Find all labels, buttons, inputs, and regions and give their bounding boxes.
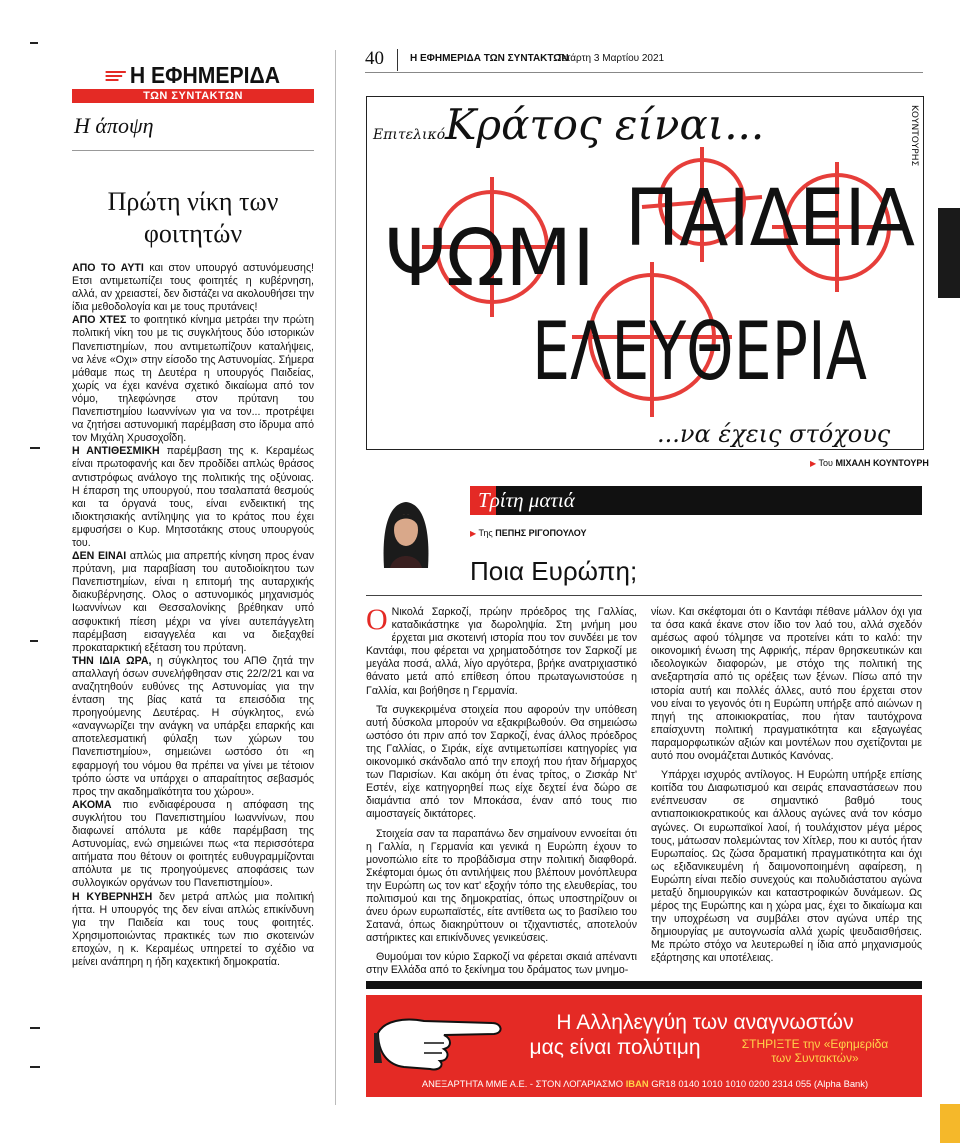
article-title: Ποια Ευρώπη; bbox=[470, 556, 638, 586]
opinion-paragraph bbox=[72, 314, 314, 445]
cartoon-credit bbox=[810, 458, 929, 468]
scan-mark bbox=[30, 640, 38, 642]
byline-name: ΠΕΠΗΣ ΡΙΓΟΠΟΥΛΟΥ bbox=[495, 528, 587, 538]
paragraph-lead: ΔΕΝ ΕΙΝΑΙ bbox=[72, 550, 127, 563]
scan-mark bbox=[30, 1066, 40, 1068]
opinion-title: Πρώτη νίκη των φοιτητών bbox=[107, 187, 279, 248]
column-name bbox=[478, 486, 575, 515]
article-paragraph: Θυμούμαι τον κύριο Σαρκοζί να φέρεται σκαιά απέναντι στην Ελλάδα από το ξεκίνημα του δράματος των μνημο- bbox=[366, 951, 637, 977]
paragraph-lead: Η ΑΝΤΙΘΕΣΜΙΚΗ bbox=[72, 445, 160, 458]
edge-yellow-marker bbox=[940, 1104, 960, 1143]
paragraph-lead: ΑΠΟ ΤΟ ΑΥΤΙ bbox=[72, 262, 144, 274]
opinion-paragraph bbox=[72, 445, 314, 550]
paragraph-text: η σύγκλητος του ΑΠΘ ζητά την απαλλαγή όσων συνελήφθησαν στις 22/2/21 και να αναζητηθούν ευθύνες της Αστυνομίας για την ένταση της βίας κατά τα επεισόδια της προηγούμενης Δευτέρας. Η σύγκλητος, ενώ «αναγνωρίζει την ανάγκη να υπάρξει επαρκής και αποτελεσματική φύλαξη των χώρων του Πανεπιστημίου», σημειώνει ωστόσο ότι «η εφαρμογή του νόμου θα πρέπει να γίνει με τέτοιον τρόπο ώστε να υπάρχει ο απαραίτητος σεβασμός προς την ακαδημαϊκότητα του χώρου». bbox=[72, 654, 314, 798]
cartoon-word-bread: ΨΩΜΙ bbox=[385, 214, 595, 304]
paragraph-lead: Η ΚΥΒΕΡΝΗΣΗ bbox=[72, 890, 153, 903]
paragraph-lead: ΤΗΝ ΙΔΙΑ ΩΡΑ, bbox=[72, 654, 152, 667]
cartoon-signature: ΚΟΥΝΤΟΥΡΗΣ bbox=[909, 105, 919, 167]
edge-tab bbox=[938, 208, 960, 298]
triangle-icon: ▶ bbox=[810, 459, 817, 468]
cartoon-headline: Κράτος είναι... bbox=[445, 100, 765, 149]
opinion-paragraph bbox=[72, 655, 314, 799]
credit-prefix: Του bbox=[818, 458, 833, 468]
header-rule bbox=[365, 72, 923, 73]
ad-support-text bbox=[720, 1037, 910, 1065]
cartoon-word-education: ΠΑΙΔΕΙΑ bbox=[625, 174, 915, 264]
opinion-paragraph bbox=[72, 262, 314, 314]
paragraph-lead: ΑΠΟ ΧΤΕΣ bbox=[72, 314, 127, 327]
header-divider bbox=[397, 49, 398, 71]
author-photo bbox=[376, 496, 436, 568]
byline-prefix: Της bbox=[478, 528, 493, 538]
paragraph-text: απλώς μια απρεπής κίνηση προς έναν πρύτανη, μια παραβίαση του αυτοδιοίκητου των Πανεπιστημίων, είναι η επιτομή της αυταρχικής διακυβέρνησης. Ολος ο αστυνομικός μηχανισμός Ιωαννίνων και Θεσσαλονίκης βρέθηκαν υπό ασφυκτική πίεση μέχρι να γίνει αυτεπάγγελτη παρέμβαση εισαγγελέα και να διεξαχθεί προκαταρκτική εξέταση του πρύτανη. bbox=[72, 550, 314, 654]
cartoon-word-freedom: ΕΛΕΥΘΕΡΙΑ bbox=[532, 305, 868, 398]
ad-headline-line: μας είναι πολύτιμη bbox=[529, 1036, 701, 1059]
cartoon-caption: ...να έχεις στόχους bbox=[657, 420, 891, 448]
column-name-rest: ρίτη ματιά bbox=[489, 488, 575, 512]
section-label: Η άποψη bbox=[74, 113, 154, 138]
opinion-paragraph bbox=[72, 891, 314, 970]
paragraph-text: παρέμβαση της κ. Κεραμέως είναι πρωτοφανής και δεν προδίδει απλώς θράσος αντιστρόφως ανάλογο της πολιτικής της οξύνοιας. Η έπαρση της υπουργού, που τσαλαπατά θεσμούς και τα όργανά τους, είναι ενδεικτική της ιδιοκτησιακής αντίληψης για το κράτος που έχει εμφυσήσει ο Κυρ. Μητσοτάκης στους υπουργούς του. bbox=[72, 445, 315, 549]
pointing-hand-icon bbox=[374, 1003, 514, 1073]
masthead bbox=[72, 62, 314, 103]
avatar bbox=[376, 496, 436, 568]
masthead-subtitle: ΤΩΝ ΣΥΝΤΑΚΤΩΝ bbox=[72, 89, 314, 103]
article-paragraph: Στοιχεία σαν τα παραπάνω δεν σημαίνουν εννοείται ότι η Γαλλία, η Γερμανία και γενικά η Ευρώπη έχουν το μονοπώλιο είτε το προβάδισμα στην πολιτική διαφθορά. Σκέφτομαι όμως ότι αντιλήψεις που βλέπουν μονόπλευρα την Ευρώπη ως τον κατ' εξοχήν τόπο της ελευθερίας, του πολιτισμού και της δημοκρατίας, όπως υποστηρίζουν οι άνευ όρων ευρωπαϊστές, είτε αντίθετα ως το βασίλειο του Σατανά, όπως διακηρύττουν οι τζιχαντιστές, αποτελούν αστήρικτες και επικίνδυνες γενικεύσεις. bbox=[366, 827, 637, 945]
bank-name: (Alpha Bank) bbox=[813, 1078, 869, 1089]
column-divider bbox=[335, 50, 336, 1105]
paragraph-text: δεν μετρά απλώς μια πολιτική ήττα. Η υπουργός της δεν είναι απλώς επικίνδυνη για την Παιδεία και τους τους φοιτητές. Χρησιμοποιώντας πρακτικές των πιο σκοτεινών εποχών, η κ. Κεραμέως υπηρετεί το σχέδιο να μείνει ανάπηρη η ήδη καχεκτική δημοκρατία. bbox=[72, 890, 314, 968]
cartoon-prefix: Επιτελικό bbox=[373, 127, 446, 143]
masthead-title: Η ΕΦΗΜΕΡΙΔΑ bbox=[129, 62, 281, 88]
article-column-right bbox=[651, 606, 922, 972]
paragraph-lead: ΑΚΟΜΑ bbox=[72, 798, 112, 811]
cartoon-drawing bbox=[367, 97, 923, 449]
page-number: 40 bbox=[365, 48, 384, 69]
triangle-icon: ▶ bbox=[470, 529, 477, 538]
ad-bank-details bbox=[380, 1078, 910, 1089]
masthead-stripes-icon bbox=[106, 71, 126, 81]
header-date: Τετάρτη 3 Μαρτίου 2021 bbox=[557, 53, 665, 64]
opinion-body bbox=[72, 262, 314, 969]
iban-label: IBAN bbox=[625, 1078, 649, 1089]
ad-headline-line: Η Αλληλεγγύη των αναγνωστών bbox=[556, 1011, 854, 1034]
cartoon bbox=[366, 96, 924, 450]
bank-text: ΑΝΕΞΑΡΤΗΤΑ ΜΜΕ Α.Ε. - ΣΤΟΝ ΛΟΓΑΡΙΑΣΜΟ bbox=[421, 1078, 624, 1089]
opinion-paragraph bbox=[72, 799, 314, 891]
article-paragraph: Τα συγκεκριμένα στοιχεία που αφορούν την υπόθεση αυτή δύσκολα μπορούν να εξακριβωθούν. Θα σημειώσω ωστόσο ότι πριν από τον Σαρκοζί, ένας άλλος πρόεδρος της Γαλλίας, ο Σιράκ, είχε αντιμετωπίσει κατηγορίες για οικονομικό σκάνδαλο από την εποχή που ήταν δήμαρχος των Παρισίων. Και ακόμη ότι ένας τρίτος, ο Ζισκάρ Ντ' Εστέν, είχε κατηγορηθεί πως είχε δεχτεί ένα δώρο σε διαμάντια από τον Μποκάσα, έναν από τους πιο αιμοσταγείς δικτάτορες. bbox=[366, 703, 637, 821]
paragraph-text: και στον υπουργό αστυνόμευσης! Ετσι αντιμετωπίζει τους φοιτητές η κυβέρνηση, αλλά, αν χρειαστεί, δεν διστάζει να ακολουθήσει την ίδια μεθοδολογία και με τους πρυτάνεις! bbox=[72, 262, 314, 314]
column-name-initial: Τ bbox=[478, 488, 490, 512]
article-rule bbox=[366, 595, 922, 596]
scan-mark bbox=[30, 1027, 40, 1029]
paragraph-text: το φοιτητικό κίνημα μετράει την πρώτη πολιτική νίκη του με τις συγκλήτους δύο ιστορικών Πανεπιστημίων, που αντιμετωπίζουν καταλήψεις, να λένε «Οχι» στην είσοδο της Αστυνομίας. Σήμερα μάθαμε πως τη Δευτέρα η υπουργός Παιδείας, χωρίς να έχει κανένα σχετικό δικαίωμα από τον νόμο, τηλεφώνησε στον πρύτανη του Πανεπιστημίου Ιωαννίνων για να τον... προτρέψει να ζητήσει αστυνομική παρέμβαση στο ίδρυμα από τον Μιχάλη Χρυσοχοΐδη. bbox=[72, 314, 314, 445]
credit-name: ΜΙΧΑΛΗ ΚΟΥΝΤΟΥΡΗ bbox=[835, 458, 929, 468]
article-paragraph: Υπάρχει ισχυρός αντίλογος. Η Ευρώπη υπήρξε επίσης κοιτίδα του Διαφωτισμού και σειράς επαναστάσεων που ενέπνευσαν σε σημαντικό βαθμό τους αντιαποικιοκρατικούς και άλλους αγώνες ανά τον κόσμο αγώνες. Οι ευρωπαϊκοί λαοί, ή τουλάχιστον μέγα μέρος τους, μάτωσαν πολεμώντας τον Χίτλερ, που κι αυτός ήταν Ευρωπαίος. Ως ζώσα δραματική πραγματικότητα και όχι ως εξιδανικευμένη ή δαιμονοποιημένη αφαίρεση, η Ευρώπη είναι πεδίο συνεχούς και πολυδιάστατου αγώνα μεταξύ δημιουργικών και καταστροφικών δυνάμεων. Ως μέρος της Ευρώπης και η χώρα μας, έχει το δικαίωμα και την υποχρέωση να συμβάλει στον αγώνα υπέρ της δημιουργίας με αυτογνωσία αλλά χωρίς ψευδαισθήσεις. Με πρώτο στόχο να λευτερωθεί η ίδια από μηχανισμούς εξάρτησης και υποτέλειας. bbox=[651, 769, 922, 965]
section-divider bbox=[72, 150, 314, 151]
scan-mark bbox=[30, 42, 38, 44]
scan-mark bbox=[30, 447, 40, 449]
ad-top-bar bbox=[366, 981, 922, 989]
paragraph-text: Νικολά Σαρκοζί, πρώην πρόεδρος της Γαλλίας, καταδικάστηκε για δωροληψία. Στη μνήμη μου έρχεται μια σκοτεινή ιστορία που τον συνδέει με τον Καντάφι, που φέρεται να χρηματοδότησε τον Σαρκοζί με μεγάλα ποσά, αλλά, λίγο αργότερα, βρήκε ανατριχιαστικό θάνατο μετά από επίθεση όπου πρωταγωνιστούσε η Γαλλία, και βοήθησε η Γερμανία. bbox=[366, 606, 637, 697]
ad-support-line: των Συντακτών» bbox=[771, 1051, 859, 1065]
article-paragraph bbox=[366, 603, 637, 698]
byline bbox=[470, 528, 586, 538]
paragraph-text: πιο ενδιαφέρουσα η απόφαση της συγκλήτου του Πανεπιστημίου Ιωαννίνων, που διαφωνεί απόλυτα με κάθε παρέμβαση της Αστυνομίας, ενώ σημειώνει πως «τα περισσότερα αιτήματα που θέτουν οι φοιτητές ευθυγραμμίζονται απόλυτα με τις προηγούμενες αποφάσεις των συλλογικών οργάνων του Πανεπιστημίου». bbox=[72, 798, 314, 890]
header-paper-name: Η ΕΦΗΜΕΡΙΔΑ ΤΩΝ ΣΥΝΤΑΚΤΩΝ bbox=[410, 53, 569, 64]
article-column-left bbox=[366, 603, 637, 984]
dropcap: Ο bbox=[366, 603, 388, 636]
iban-number: GR18 0140 1010 1010 0200 2314 055 bbox=[651, 1078, 812, 1089]
ad-support-line: ΣΤΗΡΙΞΤΕ την «Εφημερίδα bbox=[741, 1037, 889, 1051]
article-paragraph: νίων. Και σκέφτομαι ότι ο Καντάφι πέθανε μάλλον όχι για τα όσα κακά έκανε στον ίδιο τον λαό του, αλλά σχεδόν αμέσως αφού τόλμησε να προτείνει κάτι το καλό: την οικονομική ένωση της Αφρικής, πέραν θρησκευτικών και ιδεολογικών διαφορών, με στόχο της πολιτική της ανεξαρτησία από τις ορέξεις των ξένων. Πίσω από την ιστορία αυτή και πολλές άλλες, αυτό που έρχεται στον νου είναι το γεγονός ότι η Ευρώπη υπήρξε από αιώνων η πηγή της αποικιοκρατίας, που ήταν ταυτόχρονα επαίσχυντη πολιτική πραγματικότητα και εξαγωγέας παραμορφωτικών αξιών και μοντέλων που σχετίζονται με αυτό που ονομάζεται Δυτικός Κανόνας. bbox=[651, 606, 922, 763]
opinion-paragraph bbox=[72, 550, 314, 655]
